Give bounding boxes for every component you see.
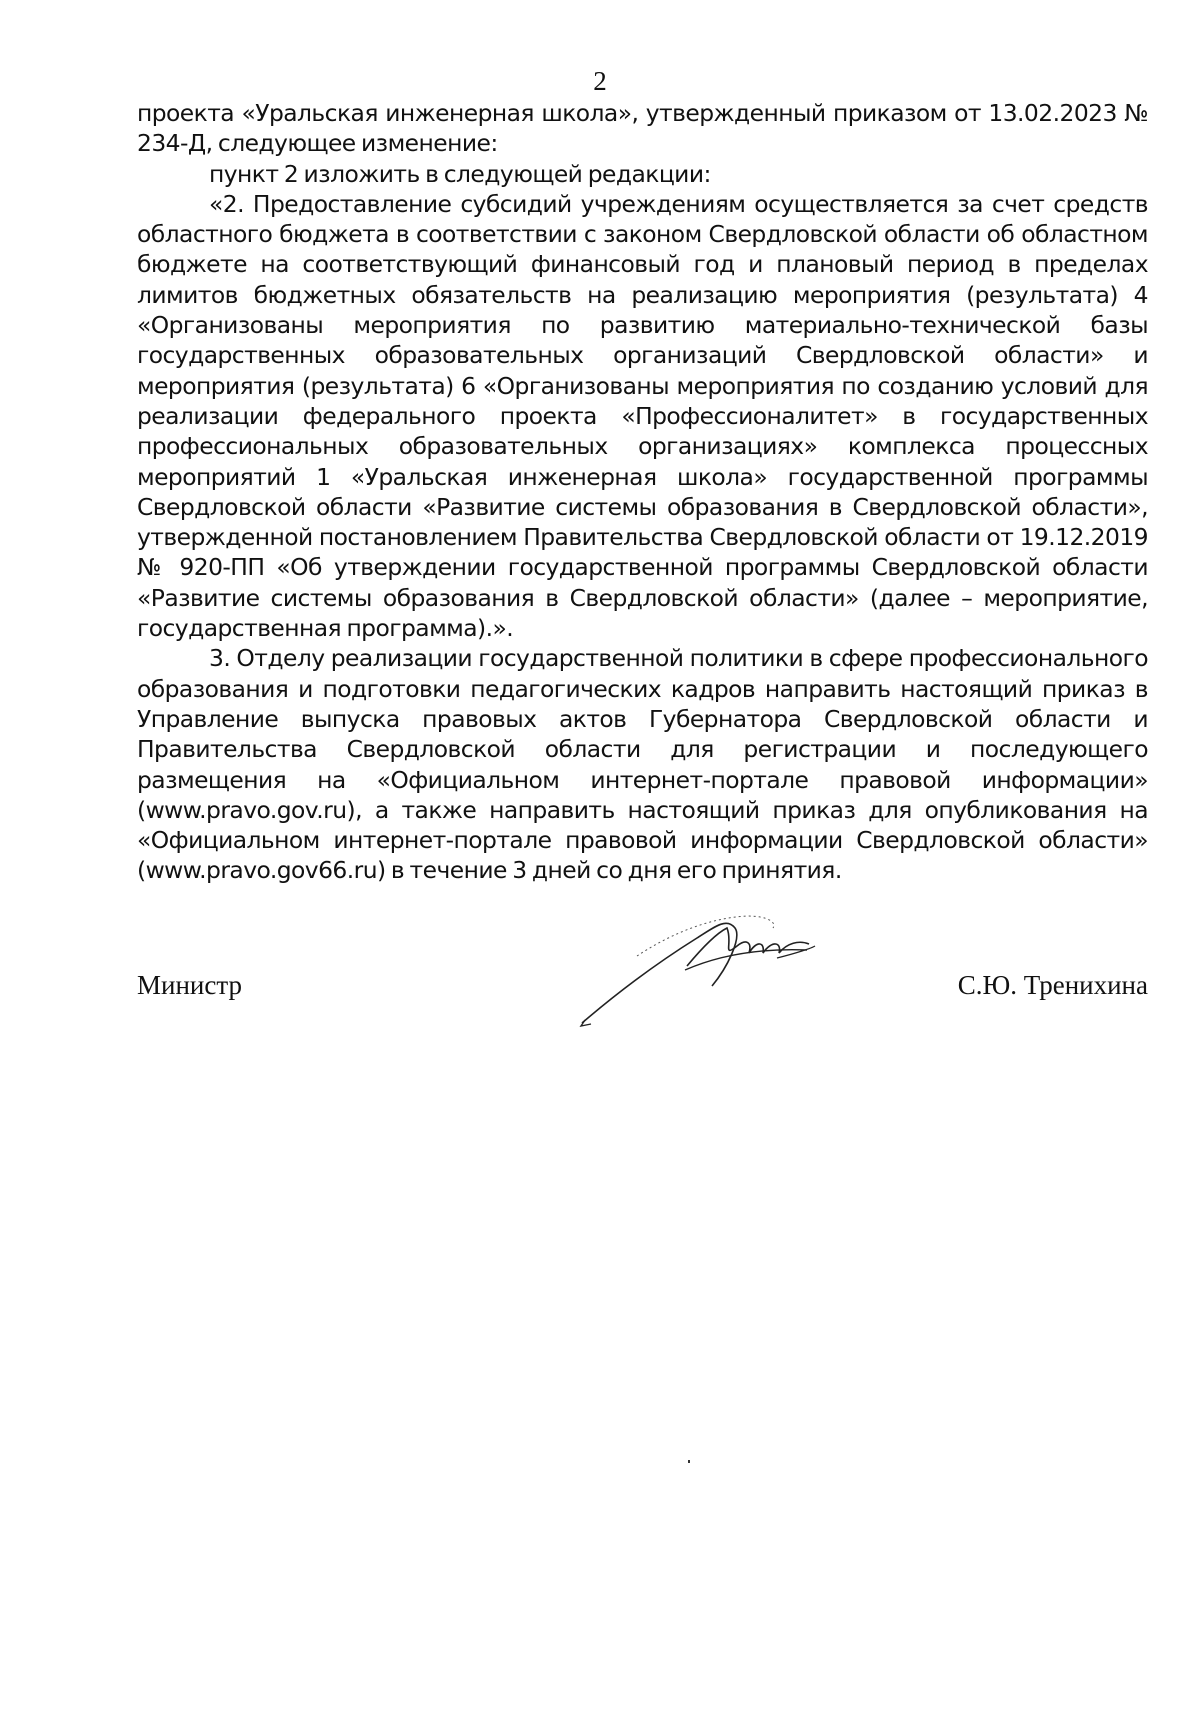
paragraph-point-2-intro: пункт 2 изложить в следующей редакции: <box>209 159 711 188</box>
paragraph-project-intro: проекта «Уральская инженерная школа», утвержденный приказом от 13.02.2023 № 234-Д, следующее изменение: <box>137 99 1148 158</box>
page-number: 2 <box>593 66 607 96</box>
signatory-name: С.Ю. Тренихина <box>957 970 1148 1000</box>
paragraph-point-2-text: «2. Предоставление субсидий учреждениям осуществляется за счет средств областного бюджета в соответствии с законом Свердловской области об областном бюджете на соответствующий финансовый год и плановый период в пределах лимитов бюджетных обязательств на реализацию мероприятия (результата) 4 «Организованы мероприятия по развитию материально-технической базы государственных образовательных организаций Свердловской области» и мероприятия (результата) 6 «Организованы мероприятия по созданию условий для реализации федерального проекта «Профессионалитет» в государственных профессиональных образовательных организациях» комплекса процессных мероприятий 1 «Уральская инженерная школа» государственной программы Свердловской области «Развитие системы образования в Свердловской области», утвержденной постановлением Правительства Свердловской области от 19.12.2019 № 920-ПП «Об утверждении государственной программы Свердловской области «Развитие системы образования в Свердловской области» (далее – мероприятие, государственная программа).». <box>137 189 1148 643</box>
scan-speck <box>688 1460 690 1463</box>
handwritten-signature-icon <box>577 898 817 1028</box>
document-body <box>137 98 1148 886</box>
signatory-title: Министр <box>137 970 242 1000</box>
signature-block <box>137 898 1148 998</box>
paragraph-point-3: 3. Отделу реализации государственной политики в сфере профессионального образования и подготовки педагогических кадров направить настоящий приказ в Управление выпуска правовых актов Губернатора Свердловской области и Правительства Свердловской области для регистрации и последующего размещения на «Официальном интернет-портале правовой информации» (www.pravo.gov.ru), а также направить настоящий приказ для опубликования на «Официальном интернет-портале правовой информации Свердловской области» (www.pravo.gov66.ru) в течение 3 дней со дня его принятия. <box>137 644 1148 885</box>
